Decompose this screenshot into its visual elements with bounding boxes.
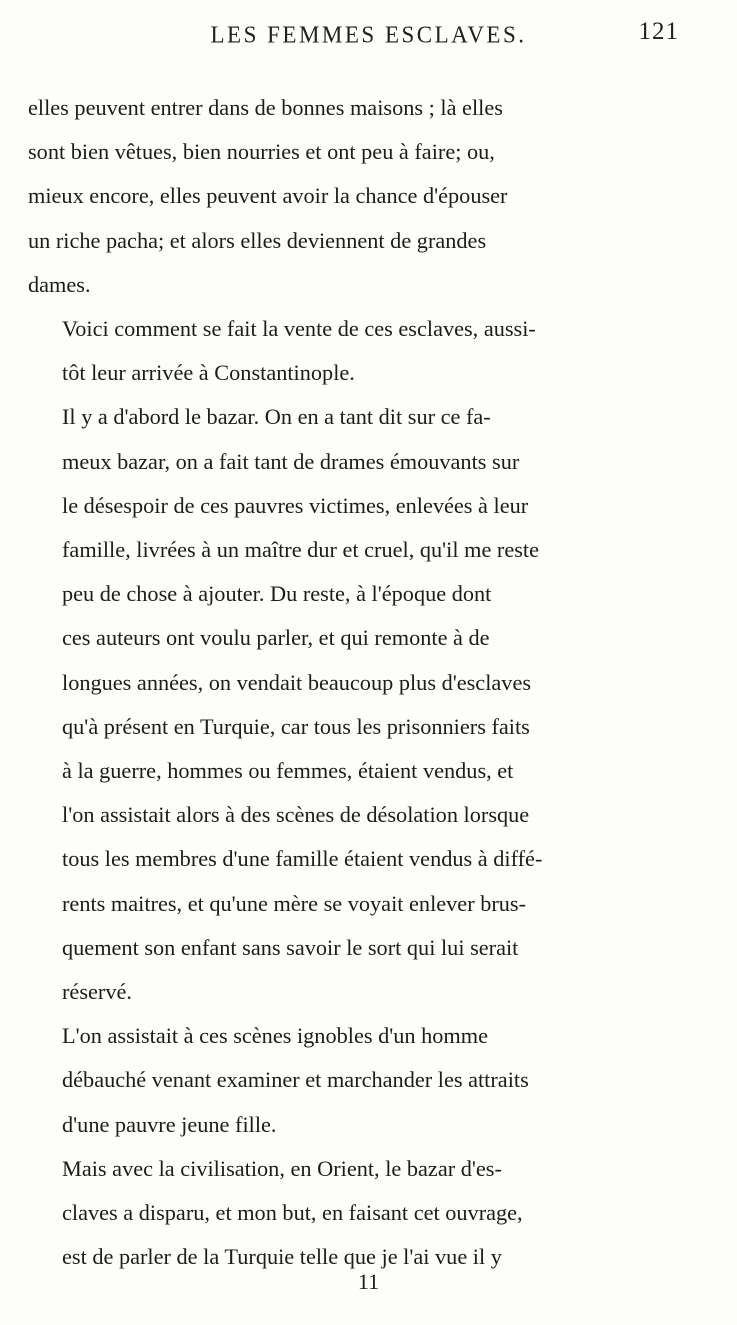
page-number: 121	[638, 18, 679, 45]
text-line: est de parler de la Turquie telle que je l'ai vue il y	[62, 1244, 502, 1270]
text-line: ces auteurs ont voulu parler, et qui remonte à de	[62, 625, 490, 651]
page-header	[0, 18, 737, 62]
text-line: dames.	[28, 271, 91, 297]
text-line: d'une pauvre jeune fille.	[62, 1111, 277, 1137]
text-line: tous les membres d'une famille étaient vendus à diffé-	[62, 846, 543, 872]
paragraph	[28, 395, 688, 1014]
paragraph	[28, 86, 688, 307]
text-line: elles peuvent entrer dans de bonnes maisons ; là elles	[28, 95, 503, 120]
text-line: meux bazar, on a fait tant de drames émouvants sur	[62, 448, 520, 474]
text-line: débauché venant examiner et marchander les attraits	[62, 1067, 529, 1093]
signature-mark: 11	[357, 1269, 380, 1294]
body-text	[28, 86, 688, 1279]
text-line: mieux encore, elles peuvent avoir la chance d'épouser	[28, 183, 508, 209]
paragraph	[28, 1147, 688, 1280]
text-line: longues années, on vendait beaucoup plus d'esclaves	[62, 669, 532, 695]
text-line: L'on assistait à ces scènes ignobles d'un homme	[62, 1023, 489, 1049]
text-line: quement son enfant sans savoir le sort qui lui serait	[62, 934, 519, 960]
text-line: tôt leur arrivée à Constantinople.	[62, 360, 355, 386]
text-line: sont bien vêtues, bien nourries et ont peu à faire; ou,	[28, 139, 495, 165]
text-line: un riche pacha; et alors elles deviennent de grandes	[28, 227, 487, 253]
text-line: peu de chose à ajouter. Du reste, à l'époque dont	[62, 581, 492, 607]
text-line: qu'à présent en Turquie, car tous les prisonniers faits	[62, 713, 530, 739]
text-line: rents maitres, et qu'une mère se voyait enlever brus-	[62, 890, 527, 916]
text-line: Il y a d'abord le bazar. On en a tant dit sur ce fa-	[62, 404, 491, 430]
paragraph	[28, 1014, 688, 1147]
paragraph	[28, 307, 688, 395]
text-line: Voici comment se fait la vente de ces esclaves, aussi-	[62, 316, 536, 342]
text-line: Mais avec la civilisation, en Orient, le bazar d'es-	[62, 1155, 502, 1181]
text-line: le désespoir de ces pauvres victimes, enlevées à leur	[62, 492, 529, 518]
text-line: réservé.	[62, 979, 132, 1005]
text-line: famille, livrées à un maître dur et cruel, qu'il me reste	[62, 537, 540, 563]
text-line: l'on assistait alors à des scènes de désolation lorsque	[62, 802, 530, 828]
text-line: claves a disparu, et mon but, en faisant cet ouvrage,	[62, 1200, 523, 1226]
running-head: LES FEMMES ESCLAVES.	[210, 21, 527, 48]
text-line: à la guerre, hommes ou femmes, étaient vendus, et	[62, 758, 514, 784]
